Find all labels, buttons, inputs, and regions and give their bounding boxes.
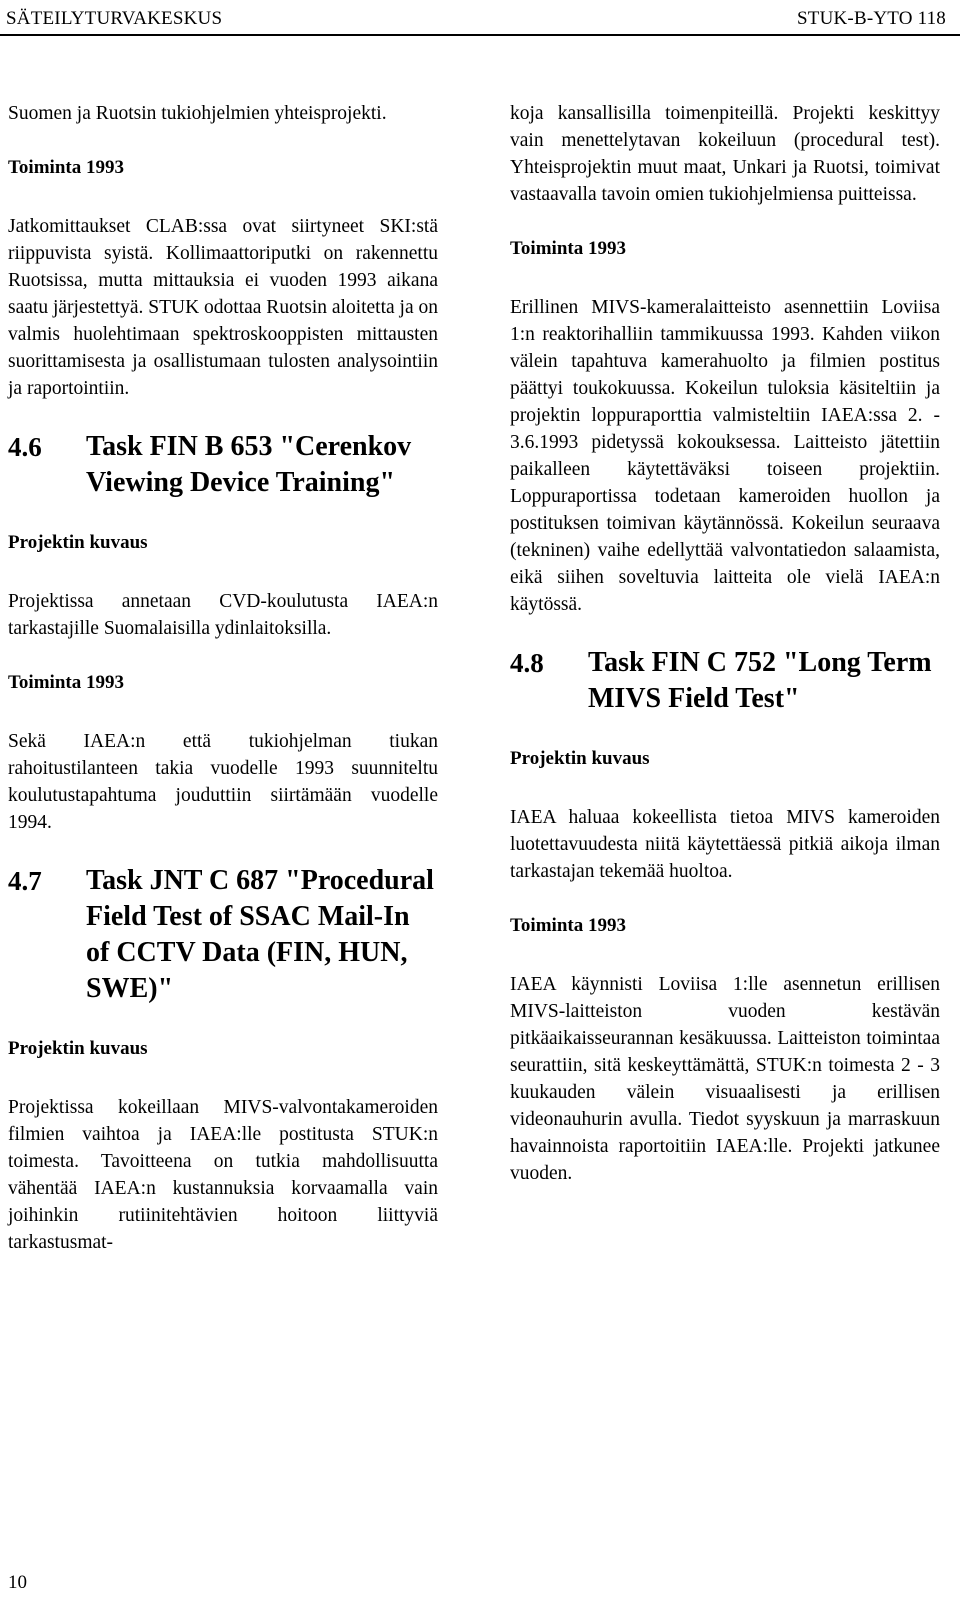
- section-4-7-heading: [8, 863, 438, 1007]
- publisher-name: SÄTEILYTURVAKESKUS: [6, 8, 223, 29]
- report-code: STUK-B-YTO 118: [797, 8, 946, 29]
- paragraph-kuvaus-1: Projektissa annetaan CVD-koulutusta IAEA:n tarkastajille Suomalaisilla ydinlaitoksilla.: [8, 591, 438, 639]
- section-4-6-heading: [8, 429, 438, 501]
- paragraph-toiminta-2: Sekä IAEA:n että tukiohjelman tiukan rahoitustilanteen takia vuodelle 1993 suunniteltu koulutustapahtuma jouduttiin siirtämään vuodelle 1994.: [8, 731, 438, 833]
- paragraph-toiminta-1: Jatkomittaukset CLAB:ssa ovat siirtyneet SKI:stä riippuvista syistä. Kollimaattoriputki on rakennettu Ruotsissa, mutta mittauksia ei vuoden 1993 aikana saatu järjestettyä. STUK odottaa Ruotsin aloitetta ja on valmis huolehtimaan spektroskooppisten mittausten suorittamisesta ja osallistumaan tulosten analysointiin ja raportointiin.: [8, 216, 438, 399]
- paragraph-kuvaus-2: Projektissa kokeillaan MIVS-valvontakameroiden filmien vaihtoa ja IAEA:lle postitusta STUK:n toimesta. Tavoitteena on tutkia mahdollisuutta vähentää IAEA:n kustannuksia korvaamalla vain joihinkin rutiinitehtävien hoitoon liittyviä tarkastusmat-: [8, 1097, 438, 1253]
- left-column: [8, 100, 438, 1283]
- paragraph-continuation: koja kansallisilla toimenpiteillä. Projekti keskittyy vain menettelytavan kokeiluun (procedural test). Yhteisprojektin muut maat, Unkari ja Ruotsi, toimivat vastaavalla tavoin omien tukiohjelmiensa puitteissa.: [510, 103, 940, 205]
- section-title: Task FIN B 653 "Cerenkov Viewing Device Training": [86, 431, 412, 498]
- subheading-toiminta-4: Toiminta 1993: [510, 915, 626, 936]
- section-number: 4.8: [510, 648, 544, 678]
- subheading-toiminta-1: Toiminta 1993: [8, 157, 124, 178]
- paragraph-toiminta-3: Erillinen MIVS-kameralaitteisto asennettiin Loviisa 1:n reaktorihalliin tammikuussa 1993. Kahden viikon välein tapahtuva kamerahuolto ja filmien postitus päättyi toukokuussa. Kokeilun tuloksia käsiteltiin ja projektin loppuraporttia valmisteltiin IAEA:ssa 2. - 3.6.1993 pidetyssä kokouksessa. Laitteisto jätettiin paikalleen käytettäväksi toiseen projektiin. Loppuraportissa todetaan kameroiden huollon ja postituksen toimivan käytännössä. Kokeilun seuraava (tekninen) vaihe edellyttää valvontatiedon salaamista, eikä siihen soveltuvia laitteita ole vielä IAEA:n käytössä.: [510, 297, 940, 615]
- subheading-toiminta-2: Toiminta 1993: [8, 672, 124, 693]
- subheading-toiminta-3: Toiminta 1993: [510, 238, 626, 259]
- section-title: Task JNT C 687 "Procedural Field Test of SSAC Mail-In of CCTV Data (FIN, HUN, SWE)": [86, 865, 434, 1004]
- subheading-kuvaus-1: Projektin kuvaus: [8, 532, 148, 553]
- header-rule: [0, 34, 960, 36]
- intro-paragraph: Suomen ja Ruotsin tukiohjelmien yhteisprojekti.: [8, 103, 387, 124]
- page-number: 10: [8, 1572, 27, 1593]
- subheading-kuvaus-3: Projektin kuvaus: [510, 748, 650, 769]
- right-column: [510, 100, 940, 1214]
- subheading-kuvaus-2: Projektin kuvaus: [8, 1038, 148, 1059]
- paragraph-toiminta-4: IAEA käynnisti Loviisa 1:lle asennetun erillisen MIVS-laitteiston vuoden kestävän pitkäaikaisseurannan kesäkuussa. Laitteiston toimintaa seurattiin, sitä keskeyttämättä, STUK:n toimesta 2 - 3 kuukauden välein visuaalisesti ja erillisen videonauhurin avulla. Tiedot syyskuun ja marraskuun havainnoista raportoitiin IAEA:lle. Projekti jatkunee vuoden.: [510, 974, 940, 1184]
- section-4-8-heading: [510, 645, 940, 717]
- paragraph-kuvaus-3: IAEA haluaa kokeellista tietoa MIVS kameroiden luotettavuudesta niitä käytettäessä pitkiä aikoja ilman tarkastajan tekemää huoltoa.: [510, 807, 940, 882]
- section-number: 4.6: [8, 432, 42, 462]
- section-title: Task FIN C 752 "Long Term MIVS Field Test": [588, 647, 932, 714]
- page-header: [6, 4, 946, 34]
- section-number: 4.7: [8, 866, 42, 896]
